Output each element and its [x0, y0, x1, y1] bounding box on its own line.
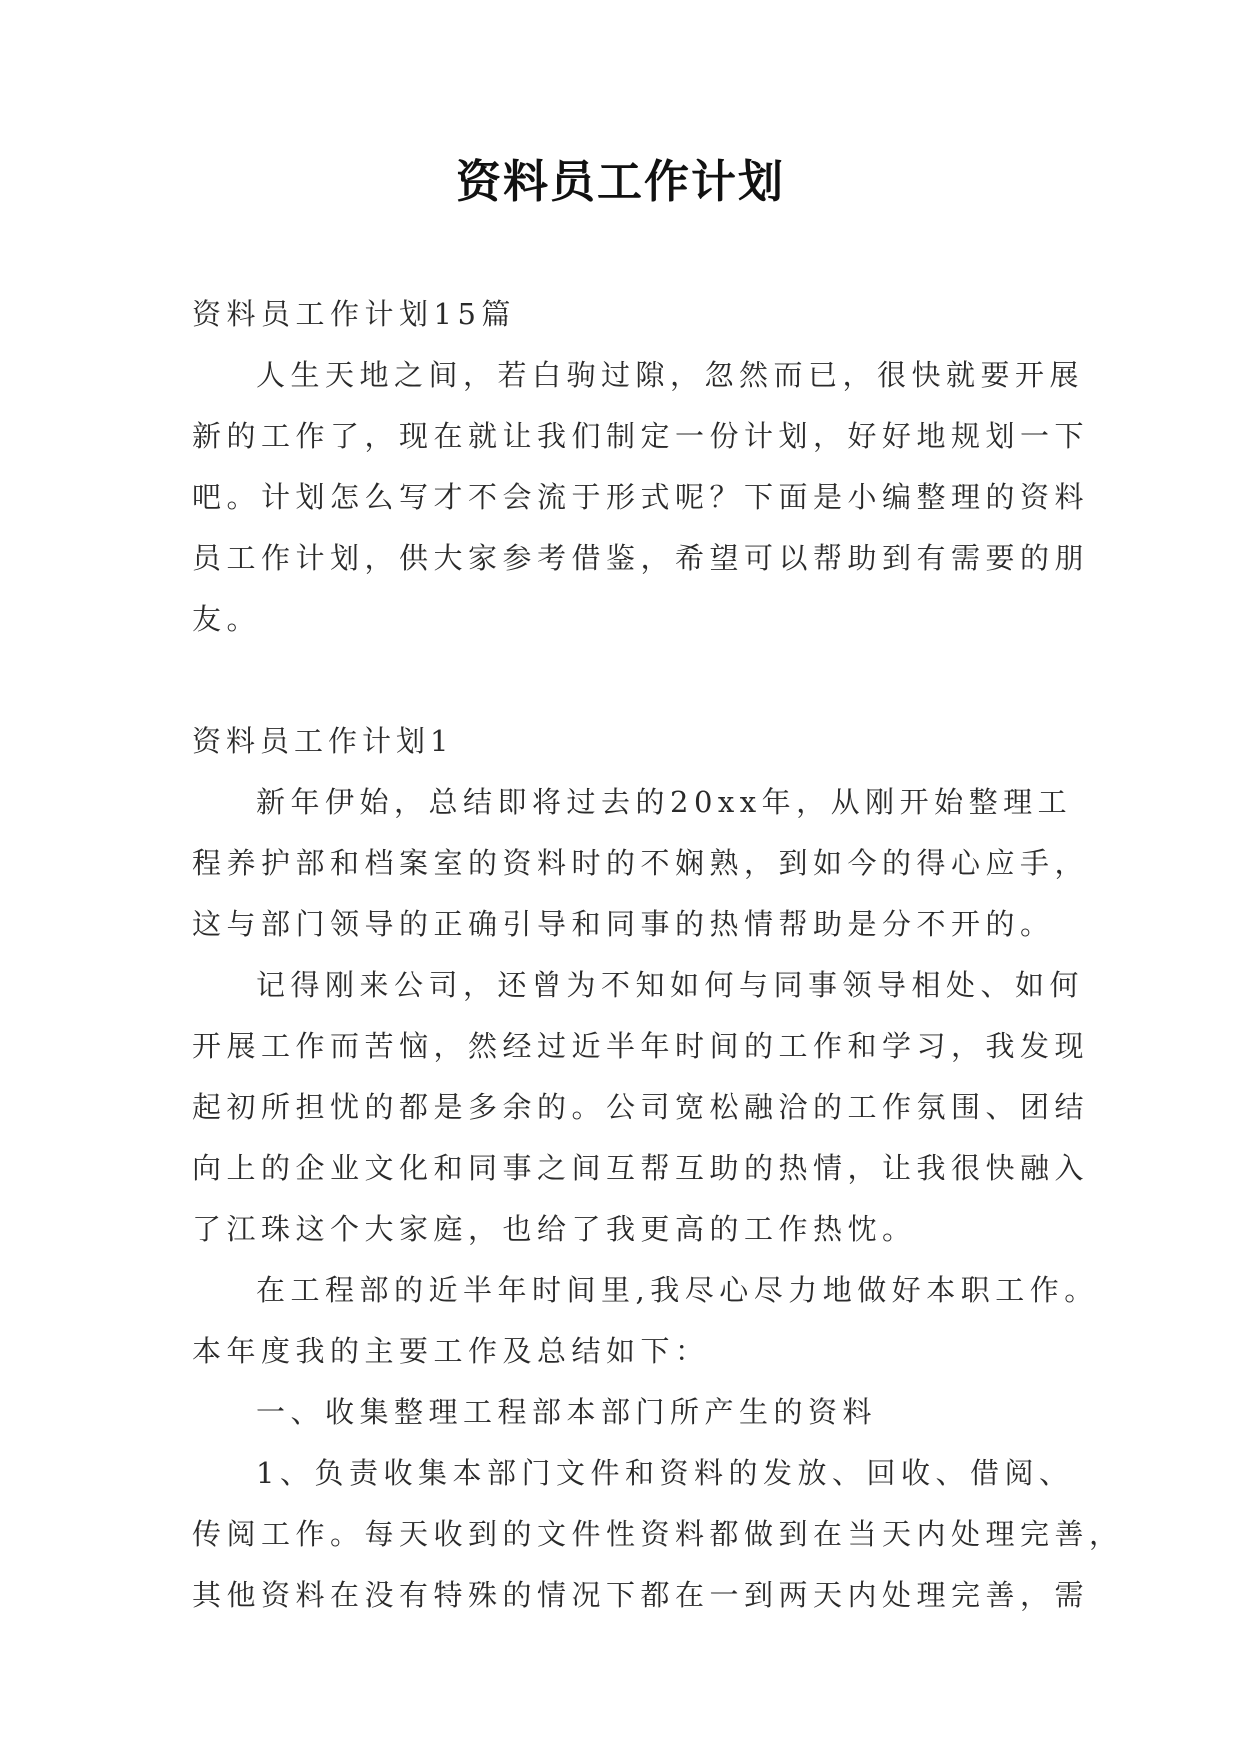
paragraph-line: 向上的企业文化和同事之间互帮互助的热情，让我很快融入 — [192, 1151, 1090, 1185]
intro-line: 人生天地之间，若白驹过隙，忽然而已，很快就要开展 — [256, 358, 1085, 392]
intro-line: 新的工作了，现在就让我们制定一份计划，好好地规划一下 — [192, 419, 1090, 453]
paragraph-line: 起初所担忧的都是多余的。公司宽松融洽的工作氛围、团结 — [192, 1090, 1090, 1124]
intro-line: 吧。计划怎么写才不会流于形式呢？下面是小编整理的资料 — [192, 480, 1090, 514]
document-title: 资料员工作计划 — [455, 155, 785, 208]
section-heading: 资料员工作计划1 — [192, 724, 454, 758]
paragraph-line: 传阅工作。每天收到的文件性资料都做到在当天内处理完善， — [192, 1517, 1124, 1551]
paragraph-gap — [192, 650, 1052, 711]
intro-line: 友。 — [192, 602, 262, 636]
document-body — [192, 284, 1124, 1626]
paragraph-line: 新年伊始，总结即将过去的20xx年，从刚开始整理工 — [256, 785, 1073, 819]
intro-line: 员工作计划，供大家参考借鉴，希望可以帮助到有需要的朋 — [192, 541, 1090, 575]
paragraph-line: 开展工作而苦恼，然经过近半年时间的工作和学习，我发现 — [192, 1029, 1090, 1063]
paragraph-line: 在工程部的近半年时间里,我尽心尽力地做好本职工作。 — [256, 1273, 1099, 1307]
paragraph-line: 本年度我的主要工作及总结如下： — [192, 1334, 710, 1368]
paragraph-line: 其他资料在没有特殊的情况下都在一到两天内处理完善，需 — [192, 1578, 1090, 1612]
paragraph-line: 了江珠这个大家庭，也给了我更高的工作热忱。 — [192, 1212, 917, 1246]
paragraph-line: 这与部门领导的正确引导和同事的热情帮助是分不开的。 — [192, 907, 1055, 941]
paragraph-line: 记得刚来公司，还曾为不知如何与同事领导相处、如何 — [256, 968, 1085, 1002]
item-heading: 一、收集整理工程部本部门所产生的资料 — [256, 1395, 878, 1429]
paragraph-line: 程养护部和档案室的资料时的不娴熟，到如今的得心应手， — [192, 846, 1090, 880]
document-subtitle: 资料员工作计划15篇 — [192, 297, 516, 331]
paragraph-line: 1、负责收集本部门文件和资料的发放、回收、借阅、 — [256, 1456, 1074, 1490]
